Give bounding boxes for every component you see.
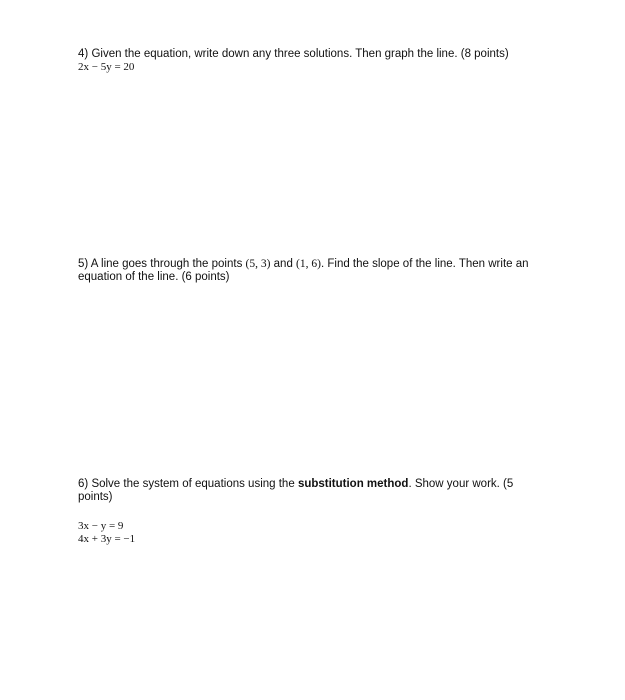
problem-5 bbox=[78, 258, 548, 284]
problem-6-prompt bbox=[78, 478, 538, 504]
problem-6-text-a: Solve the system of equations using the bbox=[91, 478, 295, 490]
problem-5-text-b: and bbox=[273, 258, 293, 270]
problem-5-number: 5) bbox=[78, 258, 89, 270]
problem-6-equation-1: 3x − y = 9 bbox=[78, 520, 124, 532]
problem-6-equation-2: 4x + 3y = −1 bbox=[78, 533, 136, 545]
problem-5-text-a: A line goes through the points bbox=[90, 258, 243, 270]
problem-6-number: 6) bbox=[78, 478, 89, 490]
problem-5-point-2: (1, 6) bbox=[296, 258, 321, 270]
problem-4 bbox=[78, 48, 548, 74]
problem-4-number: 4) bbox=[78, 48, 89, 60]
problem-6 bbox=[78, 478, 538, 546]
problem-5-point-1: (5, 3) bbox=[245, 258, 271, 270]
problem-4-text: Given the equation, write down any three solutions. Then graph the line. (8 points) bbox=[91, 48, 509, 60]
problem-4-equation: 2x − 5y = 20 bbox=[78, 61, 135, 73]
problem-6-system bbox=[78, 520, 538, 546]
problem-5-text-c: . Find the slope of the line. Then write an equation of the line. (6 points) bbox=[78, 258, 529, 283]
problem-6-bold-text: substitution method bbox=[297, 478, 409, 490]
problem-4-prompt bbox=[78, 48, 548, 61]
problem-6-text-b: . Show your work. (5 points) bbox=[78, 478, 514, 503]
